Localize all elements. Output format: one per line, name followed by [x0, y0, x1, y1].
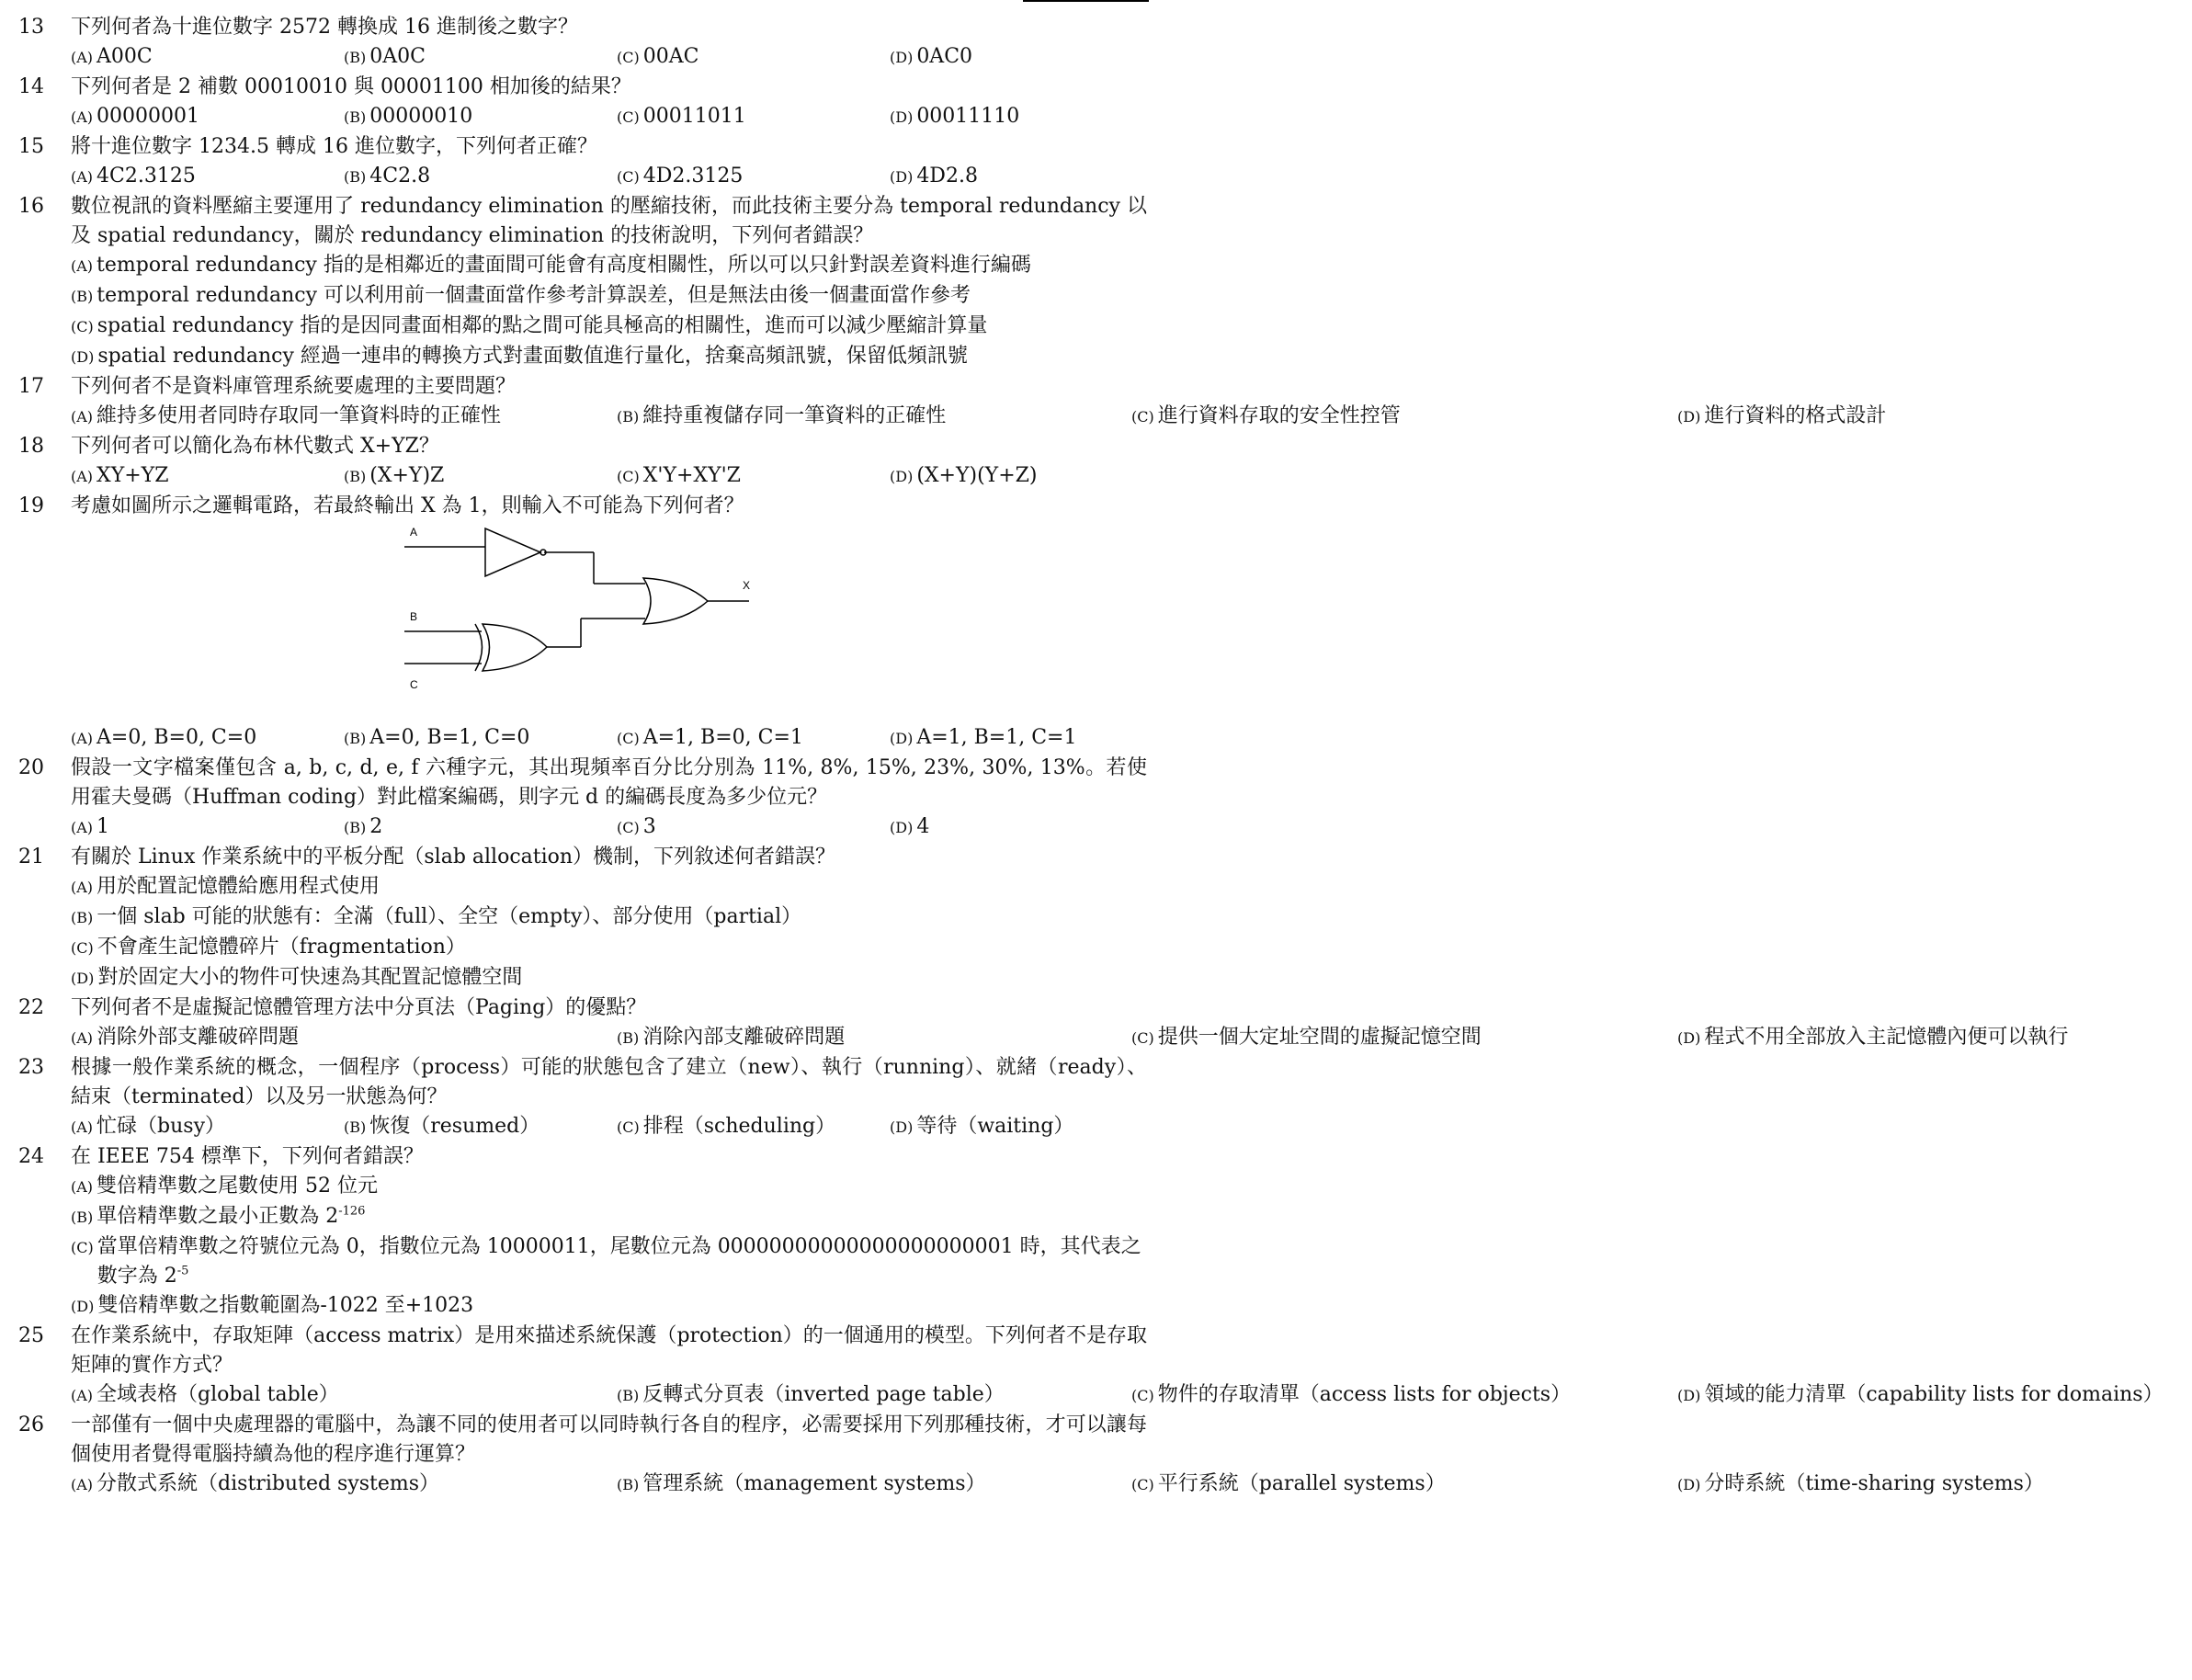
- option-text: [97, 404, 501, 427]
- option-a[interactable]: [71, 1380, 617, 1411]
- option-c[interactable]: [1131, 402, 1677, 432]
- option-text-body: 00AC: [642, 45, 699, 68]
- option-text: [643, 105, 746, 128]
- option-text-body: 消除內部支離破碎問題: [642, 1026, 846, 1049]
- option-text: [916, 165, 978, 187]
- option-a[interactable]: [71, 723, 344, 754]
- option-a[interactable]: [71, 42, 344, 73]
- option-label: (D): [890, 468, 914, 485]
- option-d[interactable]: [1677, 402, 2192, 432]
- option-text-body: 一個 slab 可能的狀態有：全滿（full）、全空（empty）、部分使用（partial）: [97, 905, 802, 928]
- option-text-body: 當單倍精準數之符號位元為 0，指數位元為 10000011，尾數位元為 00000000000000000000001 時，其代表之數字為 2: [97, 1235, 1141, 1288]
- question-22: [0, 993, 2069, 1053]
- exponent: -126: [338, 1204, 366, 1219]
- option-d[interactable]: [890, 102, 1129, 132]
- option-text: [97, 902, 1145, 932]
- option-text-body: 消除外部支離破碎問題: [97, 1026, 300, 1049]
- option-text-body: 0AC0: [916, 45, 973, 68]
- option-d[interactable]: [890, 1112, 1129, 1142]
- option-text-body: XY+YZ: [97, 464, 169, 487]
- option-text: [97, 726, 256, 749]
- question-text: 考慮如圖所示之邏輯電路，若最終輸出 X 為 1，則輸入不可能為下列何者？: [71, 494, 744, 517]
- option-label: (C): [71, 939, 94, 957]
- question-number: 20: [18, 756, 44, 779]
- option-text-body: 4C2.8: [369, 165, 431, 187]
- option-label: (A): [71, 819, 94, 836]
- question-text: 根據一般作業系統的概念，一個程序（process）可能的狀態包含了建立（new）、執行（running）、就緒（ready）、結束（terminated）以及另一狀態為何？: [71, 1056, 1147, 1108]
- option-a[interactable]: [71, 162, 344, 192]
- option-label: (B): [71, 1209, 94, 1226]
- option-b[interactable]: [344, 42, 617, 73]
- option-text-body: 管理系統（management systems）: [642, 1472, 986, 1495]
- option-c[interactable]: [617, 162, 890, 192]
- option-text-body: temporal redundancy 可以利用前一個畫面當作參考計算誤差，但是無法由後一個畫面當作參考: [97, 284, 971, 307]
- option-label: (C): [617, 468, 640, 485]
- question-21: [0, 843, 1171, 993]
- option-text-body: spatial redundancy 指的是因同畫面相鄰的點之間可能具極高的相關性，進而可以減少壓縮計算量: [97, 314, 988, 337]
- option-text-body: 雙倍精準數之尾數使用 52 位元: [97, 1175, 379, 1198]
- option-text-body: 領域的能力清單（capability lists for domains）: [1704, 1383, 2164, 1406]
- option-label: (C): [71, 1239, 94, 1256]
- option-text: [916, 464, 1037, 487]
- header-rule: [1023, 0, 1149, 2]
- option-text-body: 4: [916, 815, 930, 838]
- exponent: -5: [176, 1264, 189, 1278]
- option-text-body: 分散式系統（distributed systems）: [97, 1472, 440, 1495]
- option-text: [97, 105, 199, 128]
- option-label: (C): [617, 819, 640, 836]
- question-number: 19: [18, 494, 44, 517]
- option-text: [369, 1115, 539, 1138]
- answer-options: [71, 42, 1147, 73]
- option-text-body: 對於固定大小的物件可快速為其配置記憶體空間: [97, 966, 523, 989]
- option-label: (B): [617, 1476, 640, 1493]
- option-c[interactable]: [617, 812, 890, 843]
- option-text-body: 分時系統（time-sharing systems）: [1704, 1472, 2044, 1495]
- option-label: (C): [1131, 1387, 1154, 1404]
- option-label: (A): [71, 257, 94, 275]
- option-text-body: 恢復（resumed）: [369, 1115, 540, 1138]
- exam-page: [0, 13, 2164, 1500]
- option-text-body: 不會產生記憶體碎片（fragmentation）: [97, 936, 466, 959]
- option-text: [643, 1115, 835, 1138]
- option-text: [97, 872, 1145, 902]
- question-18: [0, 432, 1171, 492]
- option-text: [916, 45, 972, 68]
- option-d[interactable]: [890, 42, 1129, 73]
- option-text-body: temporal redundancy 指的是相鄰近的畫面間可能會有高度相關性，所以可以只針對誤差資料進行編碼: [97, 254, 1031, 277]
- option-text: [369, 464, 444, 487]
- option-text-body: 進行資料存取的安全性控管: [1157, 404, 1401, 427]
- option-text-body: 提供一個大定址空間的虛擬記憶空間: [1157, 1026, 1482, 1049]
- option-label: (D): [890, 1118, 914, 1136]
- question-text: 在 IEEE 754 標準下，下列何者錯誤？: [71, 1145, 424, 1168]
- option-b[interactable]: [344, 461, 617, 492]
- option-text: [1158, 1472, 1446, 1495]
- option-label: (C): [71, 318, 94, 335]
- option-c[interactable]: [617, 102, 890, 132]
- option-text-body: 2: [369, 815, 383, 838]
- option-text: [97, 1291, 1146, 1321]
- option-text-body: (X+Y)(Y+Z): [916, 464, 1038, 487]
- option-text: [97, 815, 109, 838]
- option-b[interactable]: [617, 1380, 1131, 1411]
- option-d[interactable]: [1677, 1380, 2192, 1411]
- option-b[interactable]: [71, 1202, 1147, 1232]
- option-label: (D): [1677, 1387, 1701, 1404]
- option-text: [916, 726, 1076, 749]
- option-label: (A): [71, 49, 94, 66]
- option-text: [1704, 1026, 2068, 1049]
- option-text-body: 全域表格（global table）: [97, 1383, 339, 1406]
- question-24: [0, 1142, 1171, 1322]
- question-text: 下列何者是 2 補數 00010010 與 00001100 相加後的結果？: [71, 75, 631, 98]
- option-label: (C): [617, 730, 640, 747]
- option-text: [916, 815, 929, 838]
- option-a[interactable]: [71, 872, 1147, 902]
- option-b[interactable]: [344, 1112, 617, 1142]
- option-text-body: (X+Y)Z: [369, 464, 445, 487]
- option-label: (B): [344, 108, 367, 126]
- answer-options: [71, 402, 1887, 432]
- option-b[interactable]: [617, 402, 1131, 432]
- option-text-body: 維持重複儲存同一筆資料的正確性: [642, 404, 947, 427]
- option-label: (B): [344, 168, 367, 186]
- option-text: [916, 105, 1019, 128]
- option-label: (A): [71, 1029, 94, 1047]
- question-text: 下列何者為十進位數字 2572 轉換成 16 進制後之數字？: [71, 16, 578, 39]
- option-b[interactable]: [344, 102, 617, 132]
- question-text: 在作業系統中，存取矩陣（access matrix）是用來描述系統保護（protection）的一個通用的模型。下列何者不是存取矩陣的實作方式？: [71, 1324, 1147, 1377]
- option-text: [643, 726, 803, 749]
- or-gate-icon: [643, 578, 708, 624]
- option-c[interactable]: [617, 461, 890, 492]
- option-label: (B): [71, 288, 94, 305]
- question-number: 13: [18, 16, 44, 39]
- option-label: (D): [890, 730, 914, 747]
- option-text: [1704, 404, 1886, 427]
- option-text-body: 00000001: [97, 105, 200, 128]
- option-label: (C): [617, 1118, 640, 1136]
- question-20: [0, 754, 1171, 843]
- answer-options: [71, 1470, 2044, 1500]
- option-b[interactable]: [617, 1023, 1131, 1053]
- option-text: [369, 105, 472, 128]
- option-a[interactable]: [71, 812, 344, 843]
- option-label: (A): [71, 468, 94, 485]
- option-text: [369, 165, 430, 187]
- option-label: (A): [71, 108, 94, 126]
- option-a[interactable]: [71, 1112, 344, 1142]
- question-text: 下列何者不是虛擬記憶體管理方法中分頁法（Paging）的優點？: [71, 996, 647, 1019]
- option-text: [97, 281, 1145, 311]
- option-text: [916, 1115, 1073, 1138]
- option-text-body: 維持多使用者同時存取同一筆資料時的正確性: [97, 404, 502, 427]
- question-23: [0, 1053, 1171, 1142]
- option-label: (D): [890, 168, 914, 186]
- option-b[interactable]: [344, 812, 617, 843]
- option-label: (B): [344, 49, 367, 66]
- option-text-body: 物件的存取清單（access lists for objects）: [1157, 1383, 1572, 1406]
- option-text-body: 用於配置記憶體給應用程式使用: [97, 875, 380, 898]
- option-label: (D): [71, 970, 95, 987]
- question-text: 下列何者不是資料庫管理系統要處理的主要問題？: [71, 375, 517, 398]
- option-label: (C): [1131, 408, 1154, 426]
- output-x-label: X: [743, 579, 751, 592]
- answer-options: [71, 1380, 2164, 1411]
- question-number: 16: [18, 195, 44, 218]
- option-text: [97, 342, 1146, 371]
- question-text: 下列何者可以簡化為布林代數式 X+YZ？: [71, 435, 439, 458]
- option-label: (B): [344, 819, 367, 836]
- question-text: 假設一文字檔案僅包含 a, b, c, d, e, f 六種字元，其出現頻率百分比分別為 11%, 8%, 15%, 23%, 30%, 13%。若使用霍夫曼碼（Huffman coding）對此檔案編碼，則字元 d 的編碼長度為多少位元？: [71, 756, 1147, 809]
- option-text: [369, 45, 426, 68]
- answer-options: [71, 1112, 1147, 1142]
- option-d[interactable]: [890, 812, 1129, 843]
- option-c[interactable]: [71, 1232, 1147, 1291]
- option-text: [97, 1232, 1146, 1291]
- option-text: [97, 1026, 299, 1049]
- option-text-body: 3: [642, 815, 656, 838]
- option-b[interactable]: [344, 162, 617, 192]
- option-a[interactable]: [71, 461, 344, 492]
- xor-gate-icon: [475, 624, 547, 671]
- option-label: (A): [71, 1476, 94, 1493]
- option-text-body: 排程（scheduling）: [642, 1115, 836, 1138]
- answer-options: [71, 1023, 2069, 1053]
- question-13: [0, 13, 1171, 73]
- option-a[interactable]: [71, 102, 344, 132]
- option-label: (D): [1677, 1476, 1701, 1493]
- option-d[interactable]: [71, 1291, 1147, 1322]
- option-label: (B): [344, 1118, 367, 1136]
- option-text: [643, 815, 656, 838]
- option-text-body: 1: [97, 815, 110, 838]
- answer-options: [71, 102, 1147, 132]
- option-label: (D): [1677, 408, 1701, 426]
- option-c[interactable]: [617, 1112, 890, 1142]
- option-text: [369, 726, 529, 749]
- question-17: [0, 372, 1887, 432]
- option-d[interactable]: [71, 342, 1147, 372]
- question-number: 21: [18, 846, 44, 868]
- question-text: 將十進位數字 1234.5 轉成 16 進位數字，下列何者正確？: [71, 135, 597, 158]
- answer-options: [71, 1172, 1147, 1322]
- option-text: [97, 1383, 339, 1406]
- option-text-body: 進行資料的格式設計: [1704, 404, 1887, 427]
- option-b[interactable]: [344, 723, 617, 754]
- answer-options: [71, 461, 1147, 492]
- option-c[interactable]: [71, 933, 1147, 963]
- question-14: [0, 73, 1171, 132]
- option-a[interactable]: [71, 1172, 1147, 1202]
- option-text: [642, 404, 946, 427]
- option-text: [97, 1172, 1145, 1201]
- answer-options: [71, 812, 1147, 843]
- option-text: [97, 45, 153, 68]
- option-text: [1158, 1383, 1571, 1406]
- option-text: [642, 1472, 985, 1495]
- option-text: [369, 815, 382, 838]
- option-d[interactable]: [1677, 1023, 2192, 1053]
- option-text: [1158, 404, 1401, 427]
- question-number: 26: [18, 1413, 44, 1436]
- option-text: [97, 312, 1146, 341]
- question-number: 25: [18, 1324, 44, 1347]
- option-d[interactable]: [890, 461, 1129, 492]
- option-c[interactable]: [1131, 1380, 1677, 1411]
- option-text-body: 忙碌（busy）: [97, 1115, 226, 1138]
- option-text-body: 4C2.3125: [97, 165, 196, 187]
- option-label: (C): [1131, 1476, 1154, 1493]
- question-number: 17: [18, 375, 44, 398]
- question-number: 18: [18, 435, 44, 458]
- option-label: (D): [890, 819, 914, 836]
- input-c-label: C: [410, 678, 418, 691]
- option-text: [643, 165, 744, 187]
- option-label: (D): [890, 49, 914, 66]
- option-label: (C): [617, 168, 640, 186]
- option-text-body: 4D2.3125: [642, 165, 744, 187]
- option-b[interactable]: [71, 902, 1147, 933]
- question-19: [0, 492, 1171, 754]
- option-text-body: 程式不用全部放入主記憶體內便可以執行: [1704, 1026, 2069, 1049]
- option-text: [97, 1472, 439, 1495]
- option-text: [1704, 1383, 2163, 1406]
- option-text-body: A=0, B=1, C=0: [369, 726, 530, 749]
- option-c[interactable]: [617, 42, 890, 73]
- option-label: (C): [617, 49, 640, 66]
- question-16: [0, 192, 1171, 372]
- option-d[interactable]: [71, 963, 1147, 993]
- option-label: (A): [71, 730, 94, 747]
- option-label: (B): [617, 1029, 640, 1047]
- option-text-body: 平行系統（parallel systems）: [1157, 1472, 1446, 1495]
- option-label: (D): [1677, 1029, 1701, 1047]
- option-label: (A): [71, 168, 94, 186]
- option-text-body: 0A0C: [369, 45, 426, 68]
- option-text: [97, 165, 196, 187]
- option-text-body: 4D2.8: [916, 165, 978, 187]
- option-text-body: 雙倍精準數之指數範圍為-1022 至+1023: [97, 1294, 474, 1317]
- question-15: [0, 132, 1171, 192]
- option-label: (C): [1131, 1029, 1154, 1047]
- option-label: (A): [71, 1118, 94, 1136]
- input-a-label: A: [410, 526, 418, 539]
- option-text-body: A=0, B=0, C=0: [97, 726, 257, 749]
- option-text: [1704, 1472, 2044, 1495]
- option-text: [97, 933, 1146, 962]
- question-26: [0, 1411, 2044, 1500]
- option-d[interactable]: [1677, 1470, 2192, 1500]
- option-label: (D): [890, 108, 914, 126]
- circuit-svg: [404, 521, 790, 723]
- option-text: [643, 45, 699, 68]
- option-label: (A): [71, 408, 94, 426]
- option-b[interactable]: [71, 281, 1147, 312]
- option-label: (C): [617, 108, 640, 126]
- option-label: (B): [617, 408, 640, 426]
- question-number: 14: [18, 75, 44, 98]
- option-text: [642, 1383, 1005, 1406]
- question-text: 數位視訊的資料壓縮主要運用了 redundancy elimination 的壓縮技術，而此技術主要分為 temporal redundancy 以及 spatial redundancy，關於 redundancy elimination 的技術說明，下列何者錯誤？: [71, 195, 1147, 247]
- option-text: [97, 963, 1146, 993]
- option-text-body: 等待（waiting）: [916, 1115, 1074, 1138]
- option-text-body: 反轉式分頁表（inverted page table）: [642, 1383, 1005, 1406]
- option-text: [97, 251, 1145, 280]
- question-number: 23: [18, 1056, 44, 1079]
- question-number: 15: [18, 135, 44, 158]
- not-gate-icon: [485, 528, 546, 576]
- option-label: (B): [344, 468, 367, 485]
- option-label: (B): [344, 730, 367, 747]
- logic-circuit-diagram: [404, 521, 1171, 723]
- answer-options: [71, 162, 1147, 192]
- option-label: (D): [71, 1298, 95, 1315]
- option-c[interactable]: [617, 723, 890, 754]
- option-label: (A): [71, 879, 94, 896]
- option-b[interactable]: [617, 1470, 1131, 1500]
- answer-options: [71, 723, 1147, 754]
- option-c[interactable]: [1131, 1023, 1677, 1053]
- option-text-body: A=1, B=0, C=1: [642, 726, 803, 749]
- option-a[interactable]: [71, 402, 617, 432]
- question-text: 有關於 Linux 作業系統中的平板分配（slab allocation）機制，下列敘述何者錯誤？: [71, 846, 836, 868]
- option-label: (B): [71, 909, 94, 926]
- option-text-body: X'Y+XY'Z: [642, 464, 741, 487]
- answer-options: [71, 872, 1147, 993]
- option-text-body: spatial redundancy 經過一連串的轉換方式對畫面數值進行量化，捨棄高頻訊號，保留低頻訊號: [97, 345, 968, 368]
- option-a[interactable]: [71, 1023, 617, 1053]
- option-text-body: 00011011: [642, 105, 746, 128]
- option-text: [97, 464, 168, 487]
- option-text: [97, 1202, 1145, 1232]
- answer-options: [71, 251, 1147, 372]
- option-text-body: 00011110: [916, 105, 1020, 128]
- question-text: 一部僅有一個中央處理器的電腦中，為讓不同的使用者可以同時執行各自的程序，必需要採用下列那種技術，才可以讓每個使用者覺得電腦持續為他的程序進行運算？: [71, 1413, 1147, 1466]
- option-label: (B): [617, 1387, 640, 1404]
- option-a[interactable]: [71, 1470, 617, 1500]
- wires: [404, 547, 749, 664]
- option-text: [1158, 1026, 1482, 1049]
- option-a[interactable]: [71, 251, 1147, 281]
- option-text-body: 00000010: [369, 105, 473, 128]
- option-d[interactable]: [890, 162, 1129, 192]
- option-text-body: A=1, B=1, C=1: [916, 726, 1077, 749]
- question-number: 24: [18, 1145, 44, 1168]
- option-text: [642, 1026, 845, 1049]
- option-label: (A): [71, 1387, 94, 1404]
- input-b-label: B: [410, 610, 418, 623]
- option-c[interactable]: [71, 312, 1147, 342]
- option-d[interactable]: [890, 723, 1129, 754]
- question-number: 22: [18, 996, 44, 1019]
- option-text-body: 單倍精準數之最小正數為 2: [97, 1205, 339, 1228]
- option-text: [97, 1115, 225, 1138]
- option-text: [643, 464, 741, 487]
- option-label: (D): [71, 348, 95, 366]
- option-c[interactable]: [1131, 1470, 1677, 1500]
- option-label: (A): [71, 1178, 94, 1196]
- question-25: [0, 1322, 2164, 1411]
- option-text-body: A00C: [97, 45, 153, 68]
